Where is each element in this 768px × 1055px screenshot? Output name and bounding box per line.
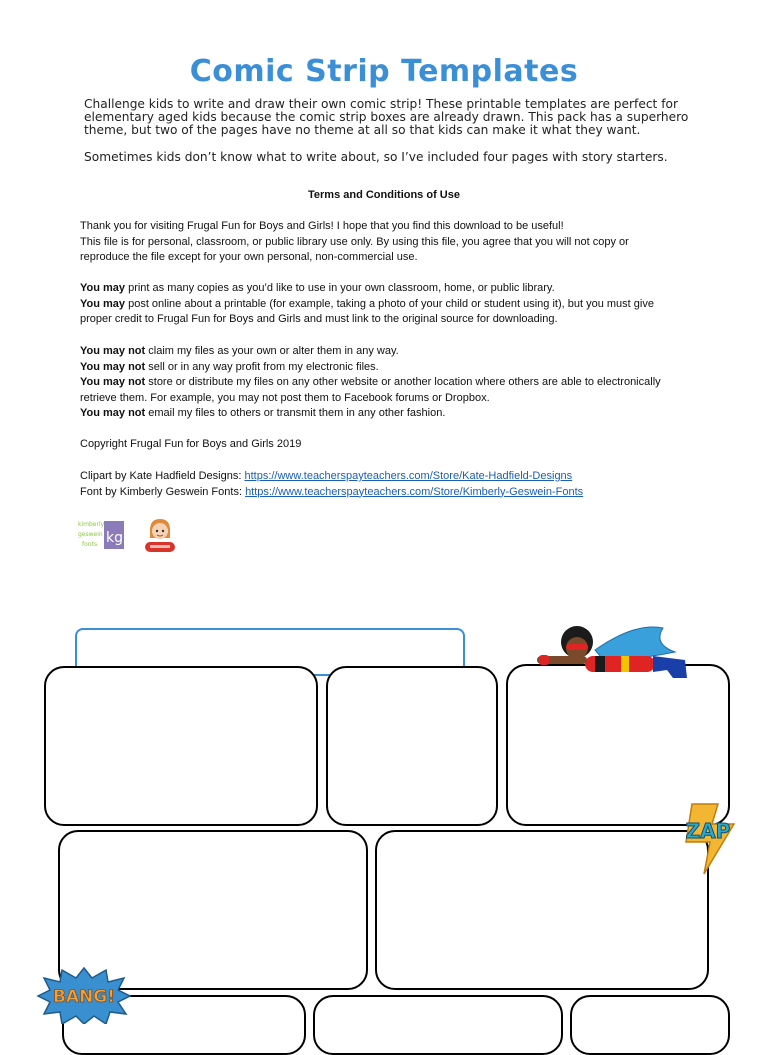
terms-line: You may not email my files to others or transmit them in any other fashion. (80, 407, 446, 419)
kate-hadfield-logo (142, 516, 178, 554)
svg-text:fonts: fonts (82, 541, 98, 548)
terms-line: This file is for personal, classroom, or public library use only. By using this file, you agree that you will not copy or (80, 235, 629, 248)
zap-text: ZAP (685, 819, 731, 843)
terms-line: Thank you for visiting Frugal Fun for Boys and Girls! I hope that you find this download to be useful! (80, 220, 564, 232)
kimberly-geswein-fonts-logo (78, 518, 126, 552)
credits (80, 469, 720, 500)
bang-text: BANG! (52, 987, 116, 1007)
intro-line: theme, but two of the pages have no theme at all so that kids can make it what they want. (84, 123, 641, 137)
comic-panel[interactable] (44, 666, 318, 826)
terms-line: You may print as many copies as you’d like to use in your own classroom, home, or public library. (80, 282, 555, 294)
terms-line: You may not sell or in any way profit from my electronic files. (80, 360, 379, 373)
terms-line: You may post online about a printable (for example, taking a photo of your child or student using it), but you must give (80, 297, 654, 310)
comic-panel[interactable] (313, 995, 563, 1055)
bang-burst (36, 966, 132, 1024)
clipart-link[interactable]: https://www.teacherspayteachers.com/Store/Kate-Hadfield-Designs (244, 470, 573, 482)
terms-block-maynot (80, 344, 720, 422)
font-link[interactable]: https://www.teacherspayteachers.com/Store/Kimberly-Geswein-Fonts (245, 485, 584, 498)
comic-panel[interactable] (326, 666, 498, 826)
terms-line: You may not claim my files as your own or alter them in any way. (80, 345, 399, 357)
comic-panel[interactable] (375, 830, 709, 990)
comic-panel[interactable] (570, 995, 730, 1055)
intro-line: elementary aged kids because the comic strip boxes are already drawn. This pack has a superhero (84, 110, 689, 124)
intro-line: Sometimes kids don’t know what to write about, so I’ve included four pages with story starters. (84, 150, 668, 164)
svg-text:kg: kg (106, 530, 123, 546)
page-title: Comic Strip Templates (189, 54, 579, 89)
terms-block-may (80, 281, 720, 328)
terms-line: proper credit to Frugal Fun for Boys and Girls and must link to the original source for downloading. (80, 313, 558, 325)
zap-burst (678, 802, 738, 876)
clipart-credit: Clipart by Kate Hadfield Designs: https://www.teacherspayteachers.com/Store/Kate-Hadfield-Designs (80, 470, 573, 482)
terms-line: reproduce the file except for your own personal, non-commercial use. (80, 251, 418, 263)
intro-line: Challenge kids to write and draw their own comic strip! These printable templates are perfect for (84, 97, 678, 111)
intro-paragraph (84, 98, 704, 137)
svg-text:geswein: geswein (78, 531, 103, 538)
copyright: Copyright Frugal Fun for Boys and Girls 2019 (80, 438, 302, 450)
terms-heading: Terms and Conditions of Use (308, 189, 460, 201)
terms-line: You may not store or distribute my files on any other website or another location where others are able to electronically (80, 376, 661, 388)
terms-block-1 (80, 219, 720, 266)
svg-text:kimberly: kimberly (78, 521, 105, 528)
superhero-illustration (535, 622, 695, 686)
terms-line: retrieve them. For example, you may not post them to Facebook forums or Dropbox. (80, 391, 490, 404)
intro-paragraph-2 (84, 151, 704, 164)
font-credit: Font by Kimberly Geswein Fonts: https://www.teacherspayteachers.com/Store/Kimberly-Geswein-Fonts (80, 485, 584, 498)
